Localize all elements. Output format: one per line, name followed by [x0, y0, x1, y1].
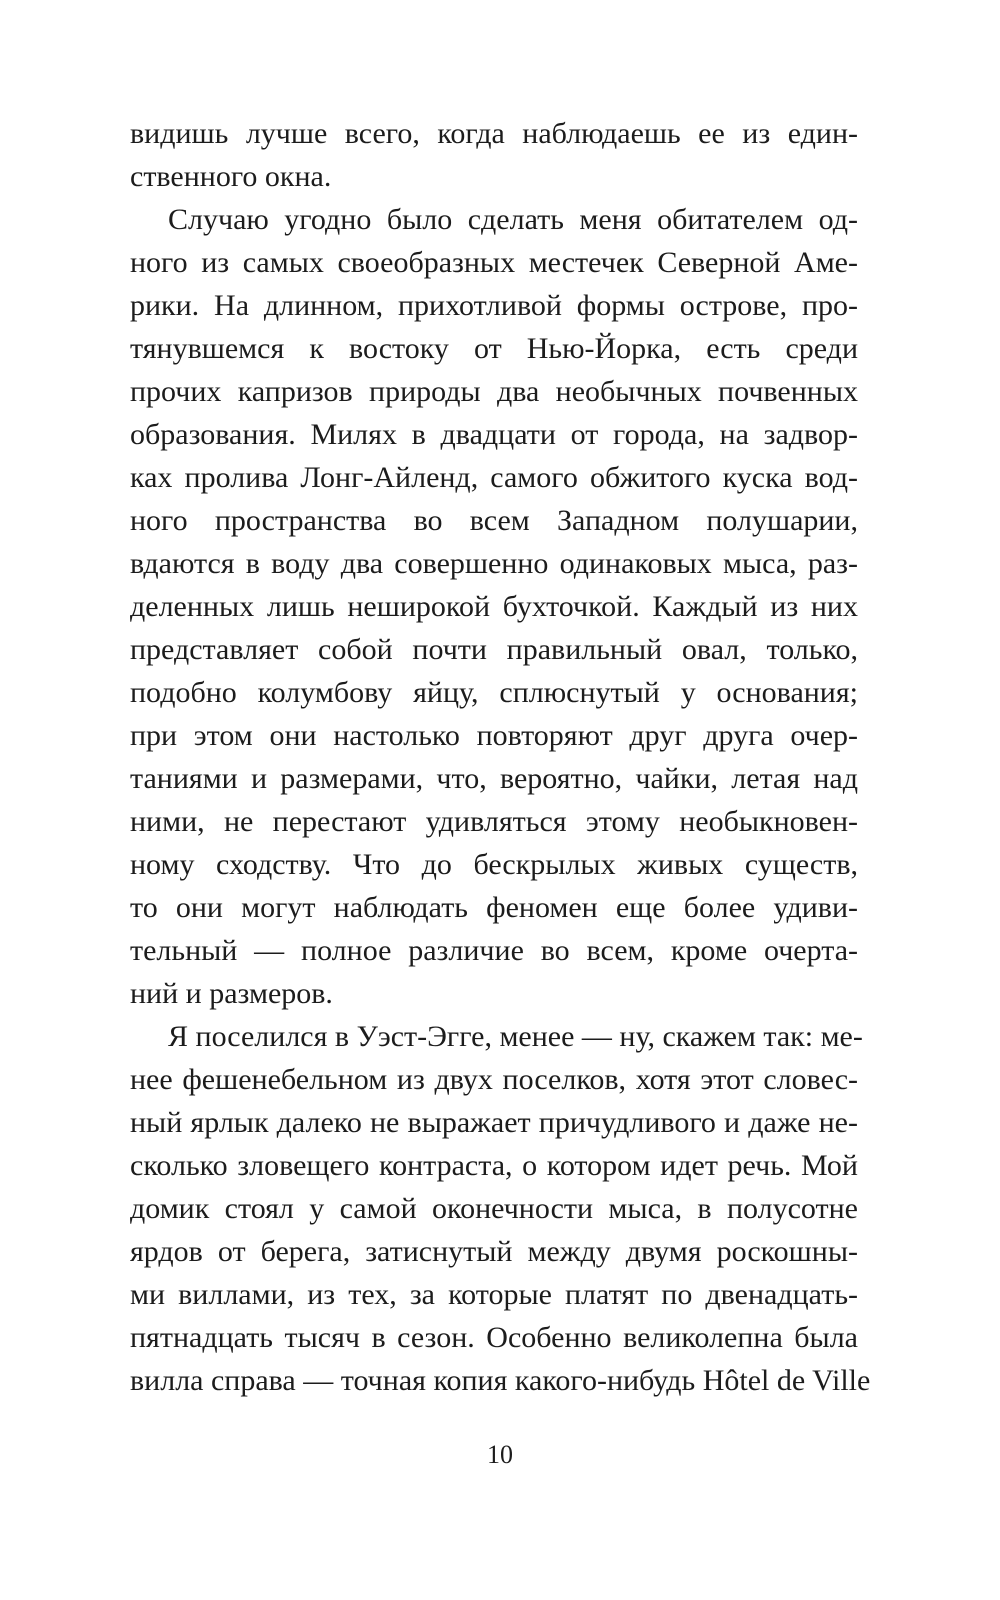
page-number: 10: [487, 1440, 513, 1469]
body-text: [130, 112, 871, 1402]
text-line: ми виллами, из тех, за которые платят по двенадцать-: [130, 1278, 858, 1311]
text-line: ний и размеров.: [130, 977, 333, 1010]
text-line: ках пролива Лонг-Айленд, самого обжитого куска вод-: [130, 461, 858, 494]
text-line: образования. Милях в двадцати от города, на задвор-: [130, 418, 858, 451]
text-line: вилла справа — точная копия какого-нибудь Hôtel de Ville: [130, 1364, 871, 1397]
text-line: таниями и размерами, что, вероятно, чайки, летая над: [130, 762, 858, 795]
text-line: ного из самых своеобразных местечек Северной Аме-: [130, 246, 858, 279]
text-line: ственного окна.: [130, 160, 332, 193]
text-line: подобно колумбову яйцу, сплюснутый у основания;: [130, 676, 858, 709]
text-line: рики. На длинном, прихотливой формы острове, про-: [130, 289, 858, 322]
text-line: при этом они настолько повторяют друг друга очер-: [130, 719, 858, 752]
text-line: тянувшемся к востоку от Нью-Йорка, есть среди: [130, 332, 858, 365]
text-line: ними, не перестают удивляться этому необыкновен-: [130, 805, 858, 838]
text-line: ному сходству. Что до бескрылых живых существ,: [130, 848, 858, 881]
text-line: сколько зловещего контраста, о котором идет речь. Мой: [130, 1149, 858, 1182]
text-line: ного пространства во всем Западном полушарии,: [130, 504, 858, 537]
text-line: Я поселился в Уэст-Эгге, менее — ну, скажем так: ме-: [168, 1020, 863, 1053]
text-line: нее фешенебельном из двух поселков, хотя этот словес-: [130, 1063, 858, 1096]
text-line: домик стоял у самой оконечности мыса, в полусотне: [130, 1192, 858, 1225]
text-line: пятнадцать тысяч в сезон. Особенно великолепна была: [130, 1321, 858, 1354]
text-line: деленных лишь неширокой бухточкой. Каждый из них: [130, 590, 858, 623]
text-line: ярдов от берега, затиснутый между двумя роскошны-: [130, 1235, 858, 1268]
text-line: прочих капризов природы два необычных почвенных: [130, 375, 858, 408]
text-line: видишь лучше всего, когда наблюдаешь ее из един-: [130, 117, 858, 150]
text-line: вдаются в воду два совершенно одинаковых мыса, раз-: [130, 547, 858, 580]
text-line: представляет собой почти правильный овал, только,: [130, 633, 858, 666]
text-line: Случаю угодно было сделать меня обитателем од-: [168, 203, 858, 236]
text-line: тельный — полное различие во всем, кроме очерта-: [130, 934, 858, 967]
text-line: ный ярлык далеко не выражает причудливого и даже не-: [130, 1106, 858, 1139]
text-line: то они могут наблюдать феномен еще более удиви-: [130, 891, 858, 924]
